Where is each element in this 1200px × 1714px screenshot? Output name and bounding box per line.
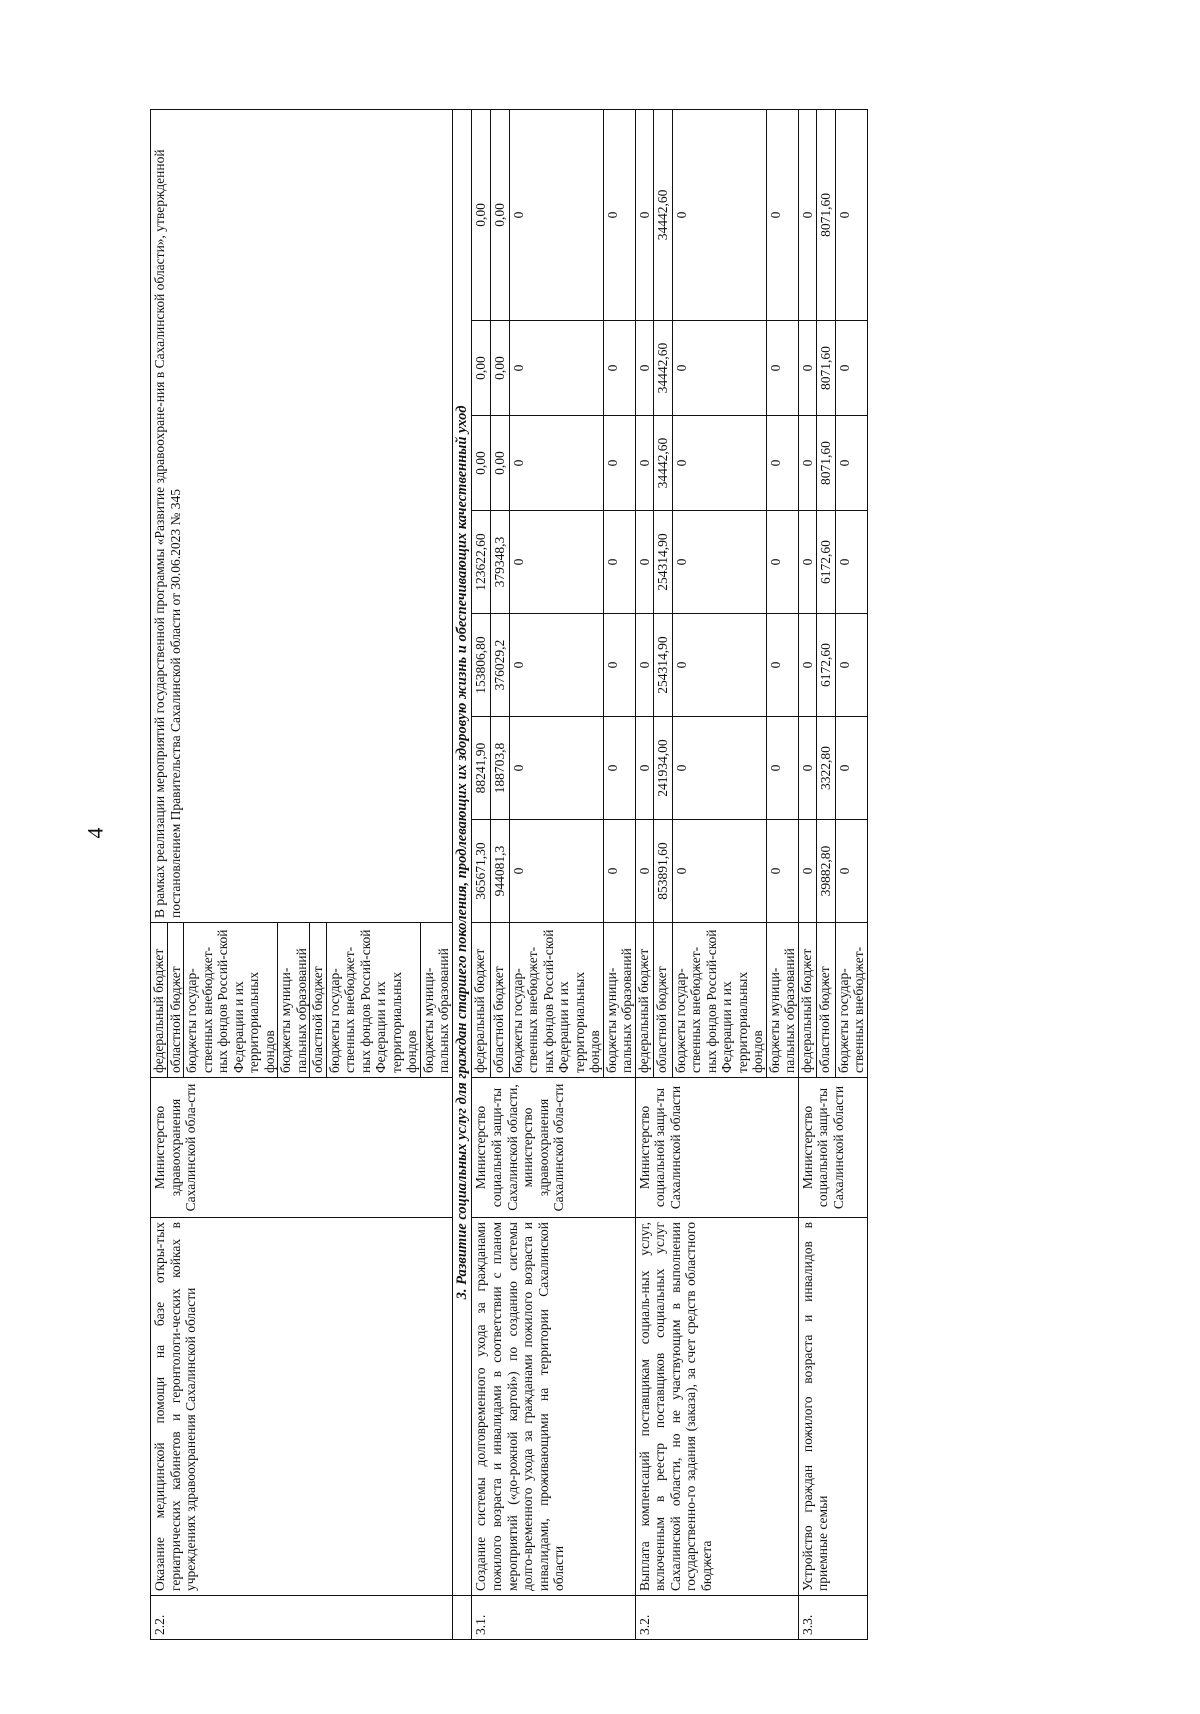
value-cell: 123622,60 xyxy=(472,511,491,614)
measure-description: Выплата компенсаций поставщикам социаль-ных услуг, включенным в реестр поставщиков социальных услуг Сахалинской области, но не участвующим в выполнении государственно-го задания (заказа), за счет средств областного бюджета xyxy=(635,1218,798,1596)
value-cell: 8071,60 xyxy=(817,416,836,511)
value-cell: 0 xyxy=(798,614,817,717)
funding-source: бюджеты муници-пальных образований xyxy=(766,923,798,1078)
value-cell: 0 xyxy=(798,321,817,416)
funding-source: бюджеты государ-ственных внебюджет-ных фондов Россий-ской Федерации и их территориальных фондов xyxy=(326,923,420,1078)
value-cell: 0 xyxy=(766,717,798,820)
value-cell: 0 xyxy=(672,321,766,416)
value-cell: 0,00 xyxy=(490,109,509,320)
funding-source: бюджеты муници-пальных образований xyxy=(278,923,310,1078)
value-cell: 0 xyxy=(509,109,603,320)
value-cell: 6172,60 xyxy=(817,511,836,614)
value-cell: 0 xyxy=(672,416,766,511)
value-cell: 0 xyxy=(509,321,603,416)
value-cell: 188703,8 xyxy=(490,717,509,820)
value-cell: 34442,60 xyxy=(654,321,673,416)
funding-source: федеральный бюджет xyxy=(798,923,817,1078)
value-cell: 0 xyxy=(672,820,766,923)
funding-source: областной бюджет xyxy=(654,923,673,1078)
value-cell: 0 xyxy=(635,321,654,416)
funding-source: бюджеты государ-ственных внебюджет- xyxy=(835,923,867,1078)
value-cell: 0 xyxy=(835,717,867,820)
value-cell: 0 xyxy=(672,511,766,614)
value-cell: 0 xyxy=(672,109,766,320)
funding-source: бюджеты муници-пальных образований xyxy=(420,923,452,1078)
funding-source: областной бюджет xyxy=(310,923,327,1078)
value-cell: 379348,3 xyxy=(490,511,509,614)
measure-description: Оказание медицинской помощи на базе откры-тых гериатрических кабинетов и геронтологи-ческих койках в учреждениях здравоохранения Сахалинской области xyxy=(151,1218,453,1596)
value-cell: 0 xyxy=(509,416,603,511)
empty-cell xyxy=(452,1596,472,1640)
measure-description: Создание системы долговременного ухода за гражданами пожилого возраста и инвалидами в соответствии с планом мероприятий («до-рожной картой») по созданию системы долго-временного ухода за гражданами пожилого возраста и инвалидами, проживающими на территории Сахалинской области xyxy=(472,1218,635,1596)
section-title: 3. Развитие социальных услуг для граждан старшего поколения, продлевающих их здоровую жизнь и обеспечивающих качественный уход xyxy=(452,109,472,1595)
section-row xyxy=(452,109,472,1639)
page-number: 4 xyxy=(82,827,108,839)
value-cell: 0 xyxy=(603,321,635,416)
value-cell: 0 xyxy=(603,717,635,820)
table-row xyxy=(472,109,491,1639)
value-cell: 0 xyxy=(509,820,603,923)
value-cell: 0,00 xyxy=(490,321,509,416)
note-text: В рамках реализации мероприятий государственной программы «Развитие здравоохране-ния в Сахалинской области», утвержденной постановлением Правительства Сахалинской области от 30.06.2023 № 345 xyxy=(151,109,453,922)
value-cell: 0 xyxy=(635,416,654,511)
value-cell: 0 xyxy=(509,614,603,717)
responsible-executor: Министерство социальной защи-ты Сахалинской области, министерство здравоохранения Сахалинской обла-сти xyxy=(472,1078,635,1218)
value-cell: 0 xyxy=(635,717,654,820)
table-row xyxy=(798,109,817,1639)
value-cell: 0 xyxy=(635,511,654,614)
value-cell: 0 xyxy=(835,820,867,923)
value-cell: 0 xyxy=(603,511,635,614)
value-cell: 34442,60 xyxy=(654,109,673,320)
value-cell: 0,00 xyxy=(472,109,491,320)
table-row xyxy=(151,109,168,1639)
value-cell: 0 xyxy=(509,511,603,614)
value-cell: 0 xyxy=(603,614,635,717)
funding-source: областной бюджет xyxy=(817,923,836,1078)
value-cell: 0 xyxy=(603,820,635,923)
value-cell: 254314,90 xyxy=(654,614,673,717)
value-cell: 8071,60 xyxy=(817,109,836,320)
value-cell: 0 xyxy=(672,717,766,820)
value-cell: 3322,80 xyxy=(817,717,836,820)
value-cell: 944081,3 xyxy=(490,820,509,923)
value-cell: 376029,2 xyxy=(490,614,509,717)
value-cell: 0 xyxy=(766,511,798,614)
value-cell: 0,00 xyxy=(490,416,509,511)
responsible-executor: Министерство социальной защи-ты Сахалинской области xyxy=(798,1078,867,1218)
value-cell: 0 xyxy=(798,109,817,320)
value-cell: 0 xyxy=(766,614,798,717)
value-cell: 0 xyxy=(798,416,817,511)
value-cell: 0 xyxy=(672,614,766,717)
table-row xyxy=(635,109,654,1639)
value-cell: 365671,30 xyxy=(472,820,491,923)
value-cell: 0 xyxy=(798,511,817,614)
row-number: 3.2. xyxy=(635,1596,798,1640)
funding-source: федеральный бюджет xyxy=(151,923,168,1078)
value-cell: 0 xyxy=(766,820,798,923)
value-cell: 853891,60 xyxy=(654,820,673,923)
measures-table xyxy=(150,109,868,1640)
row-number: 2.2. xyxy=(151,1596,453,1640)
row-number: 3.3. xyxy=(798,1596,867,1640)
value-cell: 0,00 xyxy=(472,416,491,511)
funding-source: федеральный бюджет xyxy=(635,923,654,1078)
responsible-executor: Министерство социальной защи-ты Сахалинской области xyxy=(635,1078,798,1218)
rotated-page xyxy=(150,110,870,1640)
value-cell: 0 xyxy=(635,109,654,320)
value-cell: 0 xyxy=(835,109,867,320)
funding-source: бюджеты государ-ственных внебюджет-ных фондов Россий-ской Федерации и их территориальных фондов xyxy=(509,923,603,1078)
value-cell: 0 xyxy=(509,717,603,820)
funding-source: федеральный бюджет xyxy=(472,923,491,1078)
value-cell: 241934,00 xyxy=(654,717,673,820)
measure-description: Устройство граждан пожилого возраста и инвалидов в приемные семьи xyxy=(798,1218,867,1596)
value-cell: 153806,80 xyxy=(472,614,491,717)
value-cell: 0 xyxy=(835,416,867,511)
value-cell: 6172,60 xyxy=(817,614,836,717)
value-cell: 0 xyxy=(603,109,635,320)
value-cell: 0 xyxy=(766,109,798,320)
value-cell: 0 xyxy=(835,511,867,614)
funding-source: областной бюджет xyxy=(167,923,184,1078)
value-cell: 0 xyxy=(603,416,635,511)
value-cell: 0 xyxy=(835,321,867,416)
responsible-executor: Министерство здравоохранения Сахалинской обла-сти xyxy=(151,1078,453,1218)
funding-source: бюджеты муници-пальных образований xyxy=(603,923,635,1078)
value-cell: 0,00 xyxy=(472,321,491,416)
value-cell: 88241,90 xyxy=(472,717,491,820)
funding-source: областной бюджет xyxy=(490,923,509,1078)
funding-source: бюджеты государ-ственных внебюджет-ных фондов Россий-ской Федерации и их территориальных фондов xyxy=(184,923,278,1078)
value-cell: 0 xyxy=(635,614,654,717)
value-cell: 0 xyxy=(766,321,798,416)
row-number: 3.1. xyxy=(472,1596,635,1640)
value-cell: 39882,80 xyxy=(817,820,836,923)
funding-source: бюджеты государ-ственных внебюджет-ных фондов Россий-ской Федерации и их территориальных фондов xyxy=(672,923,766,1078)
value-cell: 0 xyxy=(798,717,817,820)
value-cell: 0 xyxy=(766,416,798,511)
value-cell: 8071,60 xyxy=(817,321,836,416)
value-cell: 0 xyxy=(798,820,817,923)
value-cell: 0 xyxy=(835,614,867,717)
value-cell: 0 xyxy=(635,820,654,923)
value-cell: 254314,90 xyxy=(654,511,673,614)
value-cell: 34442,60 xyxy=(654,416,673,511)
